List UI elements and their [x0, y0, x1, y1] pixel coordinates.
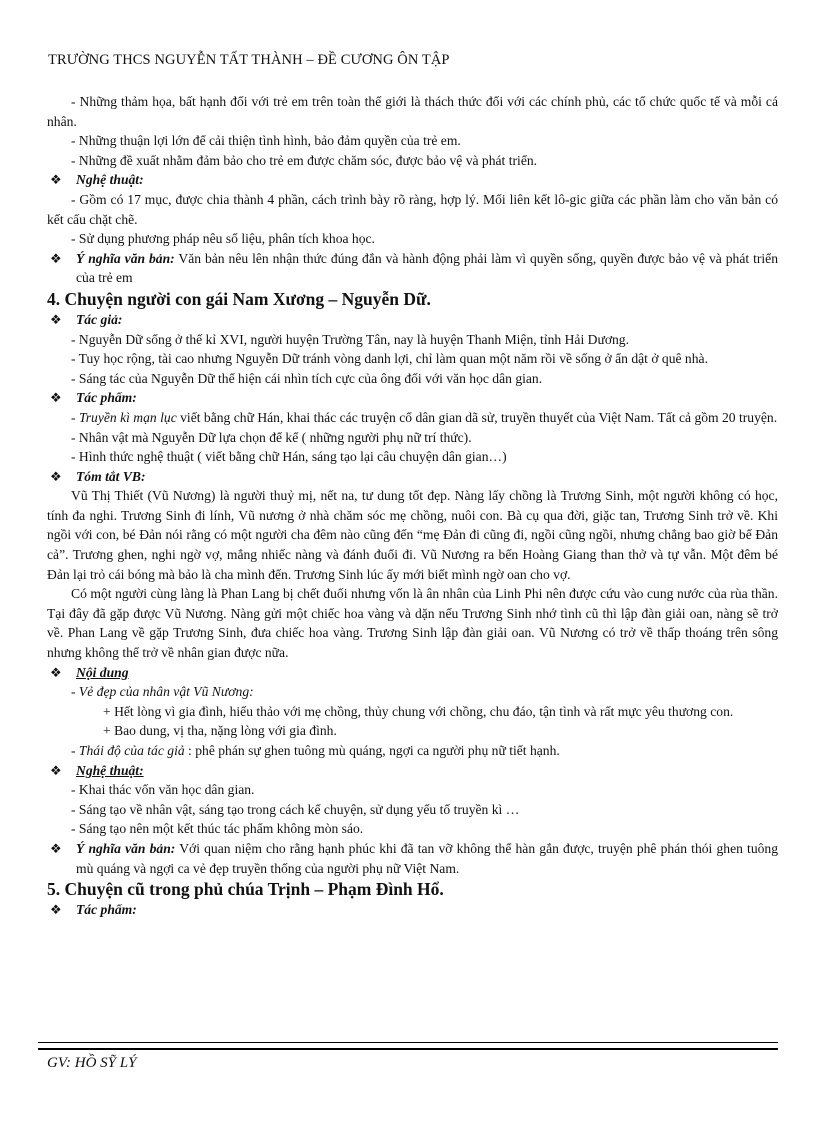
paragraph: - Nhân vật mà Nguyễn Dữ lựa chọn để kể ( những người phụ nữ trí thức).	[71, 429, 472, 445]
paragraph: - Hình thức nghệ thuật ( viết bằng chữ Hán, sáng tạo lại câu chuyện dân gian…)	[71, 449, 507, 465]
section-bullet	[47, 310, 778, 330]
paragraph: + Bao dung, vị tha, nặng lòng với gia đình.	[103, 723, 337, 739]
section-bullet	[47, 170, 778, 190]
paragraph: - Truyền kì mạn lục viết bằng chữ Hán, khai thác các truyện cổ dân gian dã sử, truyền thuyết của Việt Nam. Tất cả gồm 20 truyện.	[71, 409, 778, 425]
meaning-text: Với quan niệm cho rằng hạnh phúc khi đã tan vỡ không thể hàn gắn được, truyện phê phán thói ghen tuông mù quáng và ngợi ca vẻ đẹp truyền thống của người phụ nữ Việt Nam.	[76, 840, 779, 876]
diamond-bullet-icon: ❖	[50, 390, 62, 406]
paragraph: - Những thảm họa, bất hạnh đối với trẻ em trên toàn thế giới là thách thức đối với các chính phủ, các tổ chức quốc tế và mỗi cá nhân.	[47, 94, 778, 129]
book-title: Truyền kì mạn lục	[78, 409, 177, 425]
paragraph: - Những thuận lợi lớn để cải thiện tình hình, bảo đảm quyền của trẻ em.	[71, 133, 461, 149]
paragraph: Vũ Thị Thiết (Vũ Nương) là người thuỷ mị, nết na, tư dung tốt đẹp. Nàng lấy chồng là Trương Sinh, một người không có học, tính đa nghi. Trương Sinh đi lính, Vũ nương ở nhà chăm sóc mẹ chồng, nuôi con. Bà cụ qua đời, giặc tan, Trương Sinh trở về. Khi ngồi với con, bé Đản nói rằng có một người cha đêm nào cũng đến “mẹ Đản đi cũng đi, ngồi cũng ngồi, nhưng chẳng bao giờ bế Đản cả”. Trương ghen, nghi ngờ vợ, mắng nhiếc nàng và đánh đuổi đi. Vũ Nương ra bến Hoàng Giang than thở và tự vẫn. Một đêm bé Đản lại trỏ cái bóng mà bảo là cha mình đến. Trương Sinh lúc ấy mới biết mình ngờ oan cho vợ.	[47, 488, 778, 582]
paragraph: - Những đề xuất nhằm đảm bảo cho trẻ em được chăm sóc, được bảo vệ và phát triển.	[71, 152, 538, 168]
meaning-label: Ý nghĩa văn bản:	[76, 250, 175, 266]
section-bullet	[47, 900, 778, 920]
section-bullet	[47, 839, 778, 878]
diamond-bullet-icon: ❖	[50, 311, 62, 327]
paragraph: - Sử dụng phương pháp nêu số liệu, phân tích khoa học.	[71, 231, 375, 247]
paragraph: - Khai thác vốn văn học dân gian.	[71, 782, 255, 798]
diamond-bullet-icon: ❖	[50, 840, 62, 856]
diamond-bullet-icon: ❖	[50, 664, 62, 680]
page-header: TRƯỜNG THCS NGUYỄN TẤT THÀNH – ĐỀ CƯƠNG ÔN TẬP	[48, 52, 450, 68]
paragraph: - Sáng tác của Nguyễn Dữ thể hiện cái nhìn tích cực của ông đối với văn học dân gian.	[71, 370, 543, 386]
diamond-bullet-icon: ❖	[50, 902, 62, 918]
section-bullet	[47, 761, 778, 781]
art-label: Nghệ thuật:	[76, 762, 144, 778]
work-label: Tác phẩm:	[76, 390, 137, 406]
paragraph: + Hết lòng vì gia đình, hiếu thảo với mẹ chồng, thủy chung với chồng, chu đáo, tận tình và rất mực yêu thương con.	[103, 703, 734, 719]
diamond-bullet-icon: ❖	[50, 250, 62, 266]
summary-label: Tóm tắt VB:	[76, 468, 146, 484]
section-bullet	[47, 388, 778, 408]
section-heading: 4. Chuyện người con gái Nam Xương – Nguyễn Dữ.	[47, 288, 431, 309]
work-label: Tác phẩm:	[76, 902, 137, 918]
paragraph: - Sáng tạo về nhân vật, sáng tạo trong cách kể chuyện, sử dụng yếu tố truyền kì …	[71, 801, 520, 817]
diamond-bullet-icon: ❖	[50, 762, 62, 778]
section-heading: 5. Chuyện cũ trong phủ chúa Trịnh – Phạm Đình Hổ.	[47, 879, 444, 900]
document-body	[47, 92, 778, 920]
footer-teacher: GV: HỒ SỸ LÝ	[47, 1055, 137, 1071]
meaning-text: Văn bản nêu lên nhận thức đúng đắn và hành động phải làm vì quyền sống, quyền được bảo vệ và phát triển của trẻ em	[76, 250, 779, 286]
section-bullet	[47, 249, 778, 288]
footer-divider	[38, 1042, 778, 1050]
paragraph: - Nguyễn Dữ sống ở thế kỉ XVI, người huyện Trường Tân, nay là huyện Thanh Miện, tỉnh Hải Dương.	[71, 331, 629, 347]
section-bullet	[47, 467, 778, 487]
paragraph: - Gồm có 17 mục, được chia thành 4 phần, cách trình bày rõ ràng, hợp lý. Mối liên kết lô-gic giữa các phần làm cho văn bản có kết cấu chặt chẽ.	[47, 191, 778, 227]
meaning-label: Ý nghĩa văn bản:	[76, 840, 176, 856]
paragraph: - Thái độ của tác giả : phê phán sự ghen tuông mù quáng, ngợi ca người phụ nữ tiết hạnh.	[71, 743, 560, 758]
paragraph: - Vẻ đẹp của nhân vật Vũ Nương:	[71, 684, 254, 700]
paragraph: Có một người cùng làng là Phan Lang bị chết đuối nhưng vốn là ân nhân của Linh Phi nên được cứu vào cung nước của rùa thần. Tại đây đã gặp được Vũ Nương. Nàng gửi một chiếc hoa vàng và dặn nếu Trương Sinh nhớ tình cũ thì lập đàn giải oan, nàng sẽ trở về. Phan Lang về gặp Trương Sinh, đưa chiếc hoa vàng. Trương Sinh lập đàn giải oan. Vũ Nương có trở về thấp thoáng trên sông nhưng không thể trở về nhân gian được nữa.	[47, 586, 778, 661]
paragraph: - Tuy học rộng, tài cao nhưng Nguyễn Dữ tránh vòng danh lợi, chỉ làm quan một năm rồi về sống ở ẩn dật ở quê nhà.	[71, 351, 708, 367]
section-bullet	[47, 663, 778, 683]
diamond-bullet-icon: ❖	[50, 468, 62, 484]
paragraph: - Sáng tạo nên một kết thúc tác phẩm không mòn sáo.	[71, 821, 364, 837]
author-label: Tác giả:	[76, 311, 123, 327]
diamond-bullet-icon: ❖	[50, 172, 62, 188]
content-label: Nội dung	[76, 664, 129, 680]
art-label: Nghệ thuật:	[76, 172, 144, 188]
